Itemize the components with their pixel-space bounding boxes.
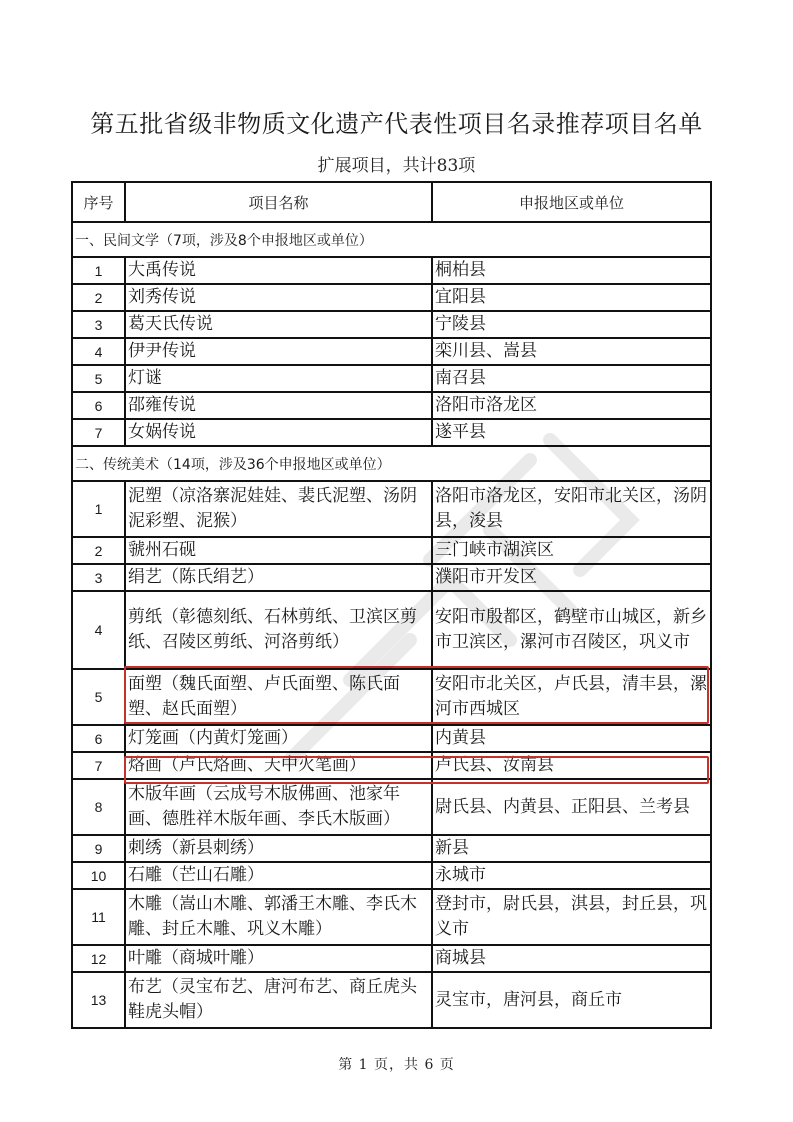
row-index: 10 xyxy=(72,862,125,889)
row-index: 4 xyxy=(72,338,125,365)
header-index: 序号 xyxy=(72,182,125,222)
table-row xyxy=(72,889,711,945)
project-name: 女娲传说 xyxy=(125,419,432,446)
region: 南召县 xyxy=(432,365,711,392)
table-row xyxy=(72,284,711,311)
table-row xyxy=(72,419,711,446)
row-index: 5 xyxy=(72,669,125,725)
section-title: 二、传统美术（14项，涉及36个申报地区或单位） xyxy=(72,446,711,481)
region: 内黄县 xyxy=(432,725,711,752)
region: 洛阳市洛龙区 xyxy=(432,392,711,419)
table-row xyxy=(72,311,711,338)
region: 尉氏县、内黄县、正阳县、兰考县 xyxy=(432,779,711,835)
header-region: 申报地区或单位 xyxy=(432,182,711,222)
project-name: 灯谜 xyxy=(125,365,432,392)
region: 永城市 xyxy=(432,862,711,889)
row-index: 1 xyxy=(72,481,125,537)
table-row xyxy=(72,972,711,1028)
project-table xyxy=(71,181,712,1029)
row-index: 3 xyxy=(72,564,125,591)
project-name: 葛天氏传说 xyxy=(125,311,432,338)
region: 安阳市殷都区，鹤壁市山城区，新乡市卫滨区，漯河市召陵区，巩义市 xyxy=(432,591,711,669)
section-title: 一、民间文学（7项，涉及8个申报地区或单位） xyxy=(72,222,711,257)
row-index: 4 xyxy=(72,591,125,669)
table-row xyxy=(72,725,711,752)
document-subtitle: 扩展项目，共计83项 xyxy=(317,156,476,176)
region: 濮阳市开发区 xyxy=(432,564,711,591)
row-index: 3 xyxy=(72,311,125,338)
region: 三门峡市湖滨区 xyxy=(432,537,711,564)
table-row-highlighted xyxy=(72,669,711,725)
project-name: 刘秀传说 xyxy=(125,284,432,311)
project-name: 面塑（魏氏面塑、卢氏面塑、陈氏面塑、赵氏面塑） xyxy=(125,669,432,725)
table-row xyxy=(72,481,711,537)
project-name: 大禹传说 xyxy=(125,257,432,284)
project-name: 刺绣（新县刺绣） xyxy=(125,835,432,862)
region: 登封市，尉氏县，淇县，封丘县，巩义市 xyxy=(432,889,711,945)
region: 宜阳县 xyxy=(432,284,711,311)
row-index: 11 xyxy=(72,889,125,945)
table-row xyxy=(72,779,711,835)
region: 卢氏县、汝南县 xyxy=(432,752,711,779)
table-row xyxy=(72,257,711,284)
section-header-row xyxy=(72,446,711,481)
row-index: 7 xyxy=(72,419,125,446)
project-name: 叶雕（商城叶雕） xyxy=(125,945,432,972)
document-title: 第五批省级非物质文化遗产代表性项目名录推荐项目名单 xyxy=(90,110,703,138)
row-index: 9 xyxy=(72,835,125,862)
table-header-row xyxy=(72,182,711,222)
header-project-name: 项目名称 xyxy=(125,182,432,222)
region: 安阳市北关区，卢氏县，清丰县，漯河市西城区 xyxy=(432,669,711,725)
region: 新县 xyxy=(432,835,711,862)
region: 灵宝市，唐河县，商丘市 xyxy=(432,972,711,1028)
project-name: 石雕（芒山石雕） xyxy=(125,862,432,889)
project-name: 剪纸（彰德刻纸、石林剪纸、卫滨区剪纸、召陵区剪纸、河洛剪纸） xyxy=(125,591,432,669)
project-name: 布艺（灵宝布艺、唐河布艺、商丘虎头鞋虎头帽） xyxy=(125,972,432,1028)
row-index: 12 xyxy=(72,945,125,972)
row-index: 2 xyxy=(72,284,125,311)
row-index: 2 xyxy=(72,537,125,564)
project-name: 伊尹传说 xyxy=(125,338,432,365)
region: 洛阳市洛龙区，安阳市北关区，汤阴县，浚县 xyxy=(432,481,711,537)
table-row xyxy=(72,365,711,392)
table-row xyxy=(72,392,711,419)
project-name: 木版年画（云成号木版佛画、池家年画、德胜祥木版年画、李氏木版画） xyxy=(125,779,432,835)
table-row xyxy=(72,835,711,862)
region: 桐柏县 xyxy=(432,257,711,284)
table-row xyxy=(72,591,711,669)
row-index: 6 xyxy=(72,725,125,752)
table-row xyxy=(72,537,711,564)
region: 栾川县、嵩县 xyxy=(432,338,711,365)
project-name: 绢艺（陈氏绢艺） xyxy=(125,564,432,591)
project-name: 烙画（卢氏烙画、天中火笔画） xyxy=(125,752,432,779)
table-row xyxy=(72,564,711,591)
region: 商城县 xyxy=(432,945,711,972)
table-row xyxy=(72,945,711,972)
project-name: 泥塑（凉洛寨泥娃娃、裴氏泥塑、汤阴泥彩塑、泥猴） xyxy=(125,481,432,537)
row-index: 13 xyxy=(72,972,125,1028)
page-footer: 第 1 页，共 6 页 xyxy=(338,1057,455,1073)
region: 遂平县 xyxy=(432,419,711,446)
table-row xyxy=(72,862,711,889)
table-row-highlighted xyxy=(72,752,711,779)
project-name: 木雕（嵩山木雕、郭潘王木雕、李氏木雕、封丘木雕、巩义木雕） xyxy=(125,889,432,945)
section-header-row xyxy=(72,222,711,257)
project-name: 邵雍传说 xyxy=(125,392,432,419)
row-index: 7 xyxy=(72,752,125,779)
row-index: 6 xyxy=(72,392,125,419)
region: 宁陵县 xyxy=(432,311,711,338)
row-index: 5 xyxy=(72,365,125,392)
table-row xyxy=(72,338,711,365)
row-index: 1 xyxy=(72,257,125,284)
project-name: 虢州石砚 xyxy=(125,537,432,564)
project-name: 灯笼画（内黄灯笼画） xyxy=(125,725,432,752)
row-index: 8 xyxy=(72,779,125,835)
